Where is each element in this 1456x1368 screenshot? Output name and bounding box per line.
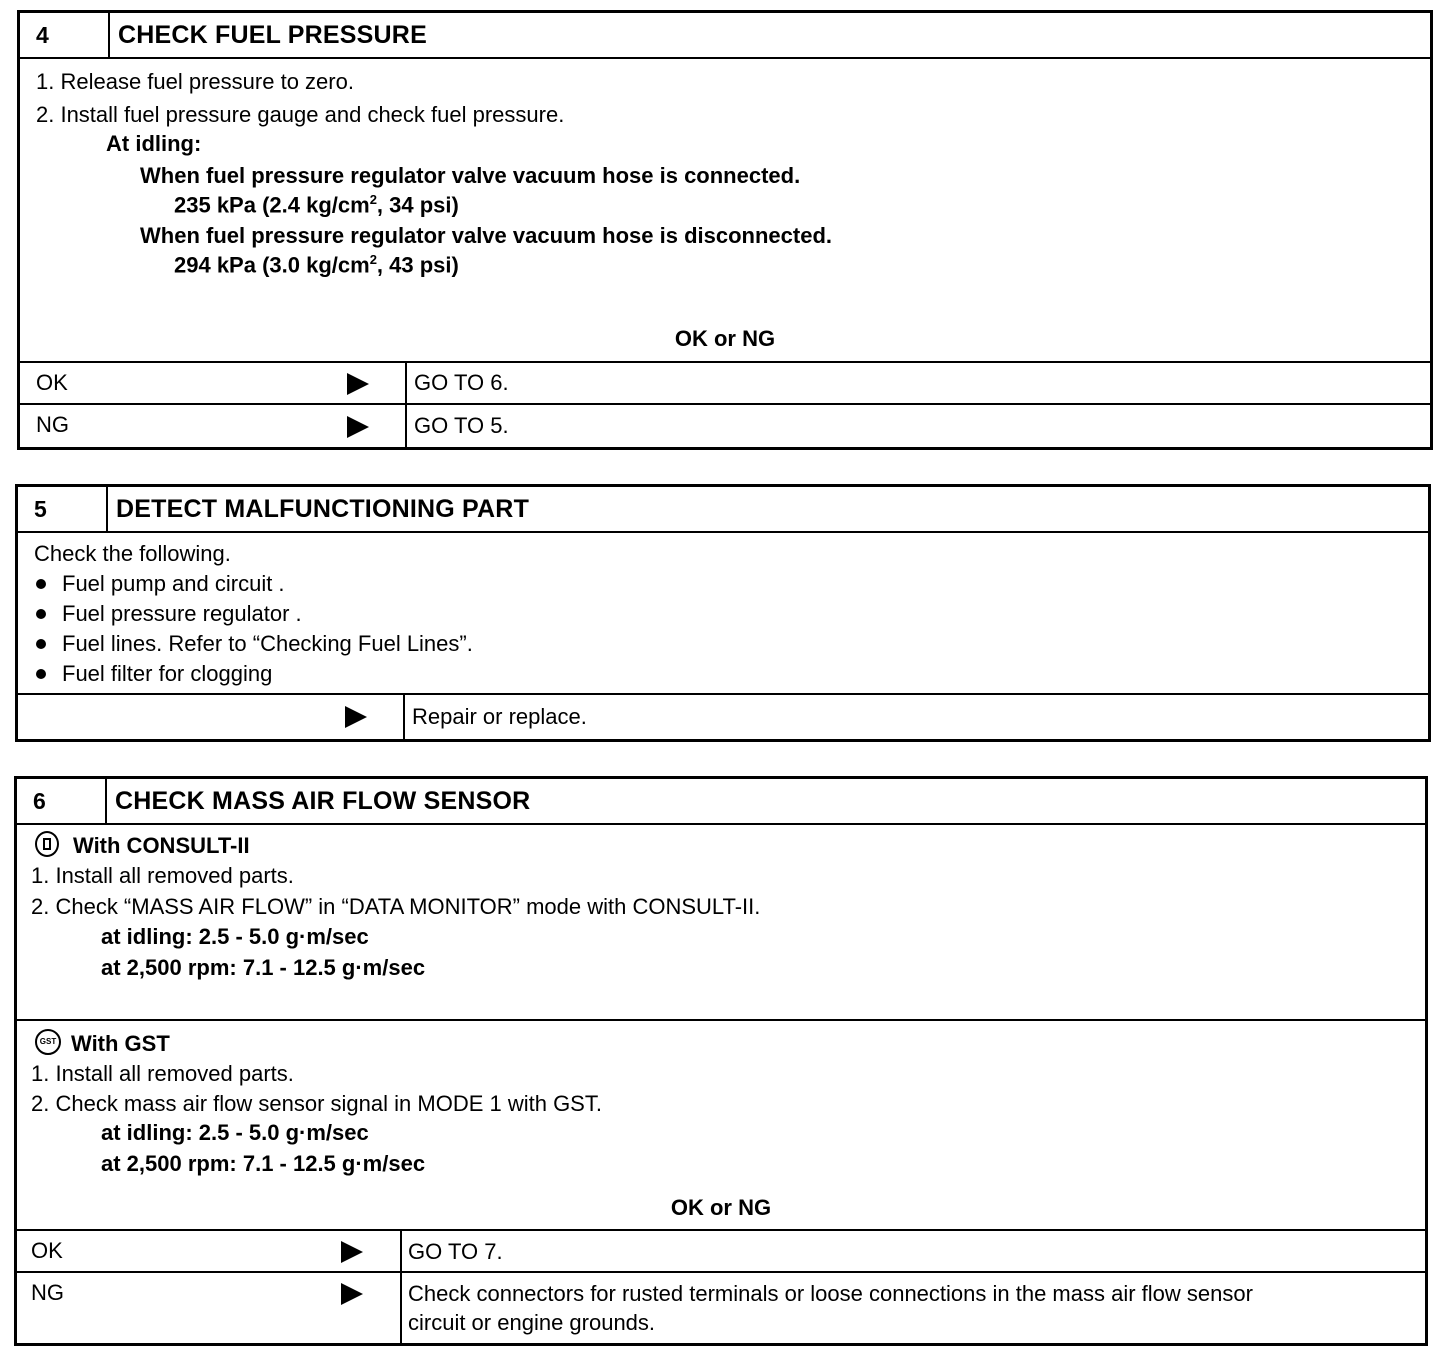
arrow-right-icon xyxy=(345,706,367,728)
instruction-line: 2. Check mass air flow sensor signal in MODE 1 with GST. xyxy=(31,1091,602,1116)
result-divider xyxy=(405,363,1430,405)
bullet-icon xyxy=(36,669,46,679)
spec-value: at 2,500 rpm: 7.1 - 12.5 g·m/sec xyxy=(101,1151,426,1176)
consult-icon xyxy=(35,831,59,857)
result-action: GO TO 7. xyxy=(408,1239,503,1264)
step-number: 5 xyxy=(18,487,108,531)
list-item-text: Fuel pressure regulator . xyxy=(62,601,302,626)
list-item xyxy=(36,571,285,597)
result-action: GO TO 5. xyxy=(414,413,509,438)
list-item xyxy=(36,601,302,627)
gst-heading: With GST xyxy=(71,1031,170,1056)
step-number: 6 xyxy=(17,779,107,823)
result-row-ng xyxy=(20,403,1430,449)
result-divider xyxy=(403,695,1428,741)
arrow-right-icon xyxy=(341,1241,363,1263)
result-divider xyxy=(405,405,1430,449)
spec-value-text: 235 kPa (2.4 kg/cm xyxy=(174,192,370,218)
instruction-line: Check the following. xyxy=(34,541,231,566)
ok-or-ng-label: OK or NG xyxy=(674,326,776,351)
step-4-instructions xyxy=(20,57,1430,361)
step-6-header xyxy=(17,779,1425,825)
result-label: OK xyxy=(36,370,68,395)
condition-heading: At idling: xyxy=(106,131,202,156)
spec-superscript: 2 xyxy=(369,192,377,207)
step-title: CHECK MASS AIR FLOW SENSOR xyxy=(115,786,531,815)
spec-value-text: , 43 psi) xyxy=(376,252,459,278)
result-divider xyxy=(400,1273,1425,1345)
consult-section xyxy=(17,823,1425,1019)
gst-section xyxy=(17,1021,1425,1229)
result-row xyxy=(18,693,1428,741)
bullet-icon xyxy=(36,609,46,619)
instruction-line: 2. Check “MASS AIR FLOW” in “DATA MONITOR” mode with CONSULT-II. xyxy=(31,894,761,919)
step-5-box xyxy=(15,484,1431,742)
step-number: 4 xyxy=(20,13,110,57)
instruction-line: 1. Release fuel pressure to zero. xyxy=(36,69,354,94)
result-row-ng xyxy=(17,1271,1425,1345)
bullet-icon xyxy=(36,579,46,589)
spec-value: at 2,500 rpm: 7.1 - 12.5 g·m/sec xyxy=(101,955,426,980)
step-title: DETECT MALFUNCTIONING PART xyxy=(116,494,530,523)
arrow-right-icon xyxy=(347,373,369,395)
instruction-line: 1. Install all removed parts. xyxy=(31,1061,294,1086)
step-5-header xyxy=(18,487,1428,533)
result-label: OK xyxy=(31,1238,63,1263)
result-row-ok xyxy=(17,1229,1425,1273)
result-action: Repair or replace. xyxy=(412,704,587,729)
result-label: NG xyxy=(31,1280,64,1305)
spec-value: at idling: 2.5 - 5.0 g·m/sec xyxy=(101,1120,369,1145)
instruction-line: 1. Install all removed parts. xyxy=(31,863,294,888)
result-action: Check connectors for rusted terminals or loose connections in the mass air flow sensor xyxy=(408,1281,1253,1306)
result-action: circuit or engine grounds. xyxy=(408,1310,656,1335)
spec-value-text: , 34 psi) xyxy=(376,192,459,218)
step-4-header xyxy=(20,13,1430,59)
step-4-box xyxy=(17,10,1433,450)
list-item-text: Fuel lines. Refer to “Checking Fuel Lines”. xyxy=(62,631,473,656)
condition-line: When fuel pressure regulator valve vacuum hose is disconnected. xyxy=(140,223,832,248)
result-action: GO TO 6. xyxy=(414,370,509,395)
consult-heading: With CONSULT-II xyxy=(73,833,250,858)
bullet-icon xyxy=(36,639,46,649)
spec-superscript: 2 xyxy=(369,252,377,267)
condition-line: When fuel pressure regulator valve vacuum hose is connected. xyxy=(140,163,801,188)
instruction-line: 2. Install fuel pressure gauge and check fuel pressure. xyxy=(36,102,565,127)
ok-or-ng-label: OK or NG xyxy=(670,1195,772,1220)
step-5-instructions xyxy=(18,531,1428,693)
spec-value xyxy=(174,252,459,278)
spec-value: at idling: 2.5 - 5.0 g·m/sec xyxy=(101,924,369,949)
spec-value-text: 294 kPa (3.0 kg/cm xyxy=(174,252,370,278)
list-item xyxy=(36,661,272,687)
list-item-text: Fuel pump and circuit . xyxy=(62,571,285,596)
step-6-box xyxy=(14,776,1428,1346)
list-item xyxy=(36,631,473,657)
step-title: CHECK FUEL PRESSURE xyxy=(118,20,427,49)
result-label: NG xyxy=(36,412,69,437)
result-row-ok xyxy=(20,361,1430,405)
spec-value xyxy=(174,192,459,218)
result-divider xyxy=(400,1231,1425,1273)
gst-icon: GST xyxy=(35,1029,61,1055)
arrow-right-icon xyxy=(347,416,369,438)
list-item-text: Fuel filter for clogging xyxy=(62,661,273,686)
arrow-right-icon xyxy=(341,1283,363,1305)
